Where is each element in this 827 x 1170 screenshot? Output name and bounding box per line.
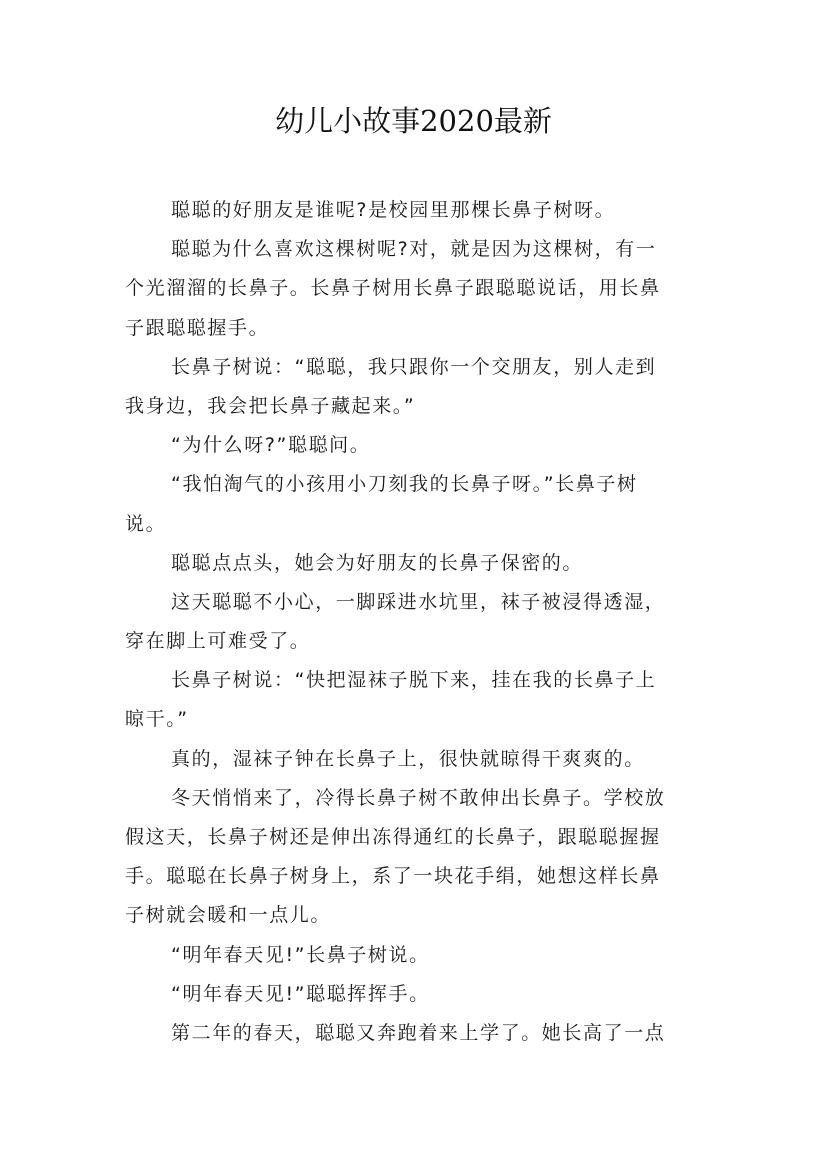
- body-line: 假这天，长鼻子树还是伸出冻得通红的长鼻子，跟聪聪握握: [125, 826, 661, 848]
- body-line: “明年春天见!”长鼻子树说。: [171, 943, 430, 966]
- body-line: 晾干。”: [125, 708, 189, 731]
- body-line: 这天聪聪不小心，一脚踩进水坑里，袜子被浸得透湿，: [171, 590, 666, 613]
- body-line: 聪聪的好朋友是谁呢?是校园里那棵长鼻子树呀。: [171, 199, 616, 221]
- body-line: 聪聪为什么喜欢这棵树呢?对，就是因为这棵树，有一: [171, 238, 657, 261]
- body-line: “明年春天见!”聪聪挥挥手。: [171, 982, 430, 1005]
- body-line: 长鼻子树说：“聪聪，我只跟你一个交朋友，别人走到: [171, 355, 657, 378]
- body-line: 长鼻子树说：“快把湿袜子脱下来，挂在我的长鼻子上: [171, 669, 657, 692]
- body-line: 子跟聪聪握手。: [125, 316, 270, 339]
- body-line: 第二年的春天，聪聪又奔跑着来上学了。她长高了一点: [171, 1021, 666, 1044]
- body-line: 聪聪点点头，她会为好朋友的长鼻子保密的。: [171, 551, 584, 574]
- body-line: 手。聪聪在长鼻子树身上，系了一块花手绢，她想这样长鼻: [125, 865, 661, 888]
- body-line: “我怕淘气的小孩用小刀刻我的长鼻子呀。”长鼻子树: [171, 473, 638, 496]
- body-line: 说。: [125, 512, 167, 535]
- body-line: 个光溜溜的长鼻子。长鼻子树用长鼻子跟聪聪说话，用长鼻: [125, 277, 661, 300]
- body-line: 真的，湿袜子钟在长鼻子上，很快就晾得干爽爽的。: [171, 747, 645, 770]
- body-line: 冬天悄悄来了，冷得长鼻子树不敢伸出长鼻子。学校放: [171, 786, 666, 809]
- document-body: [125, 191, 707, 1053]
- body-line: 穿在脚上可难受了。: [125, 630, 311, 653]
- body-line: “为什么呀?”聪聪问。: [171, 434, 371, 457]
- document-title: 幼儿小故事2020最新: [275, 104, 552, 138]
- body-line: 我身边，我会把长鼻子藏起来。”: [125, 394, 416, 417]
- body-line: 子树就会暖和一点儿。: [125, 904, 332, 927]
